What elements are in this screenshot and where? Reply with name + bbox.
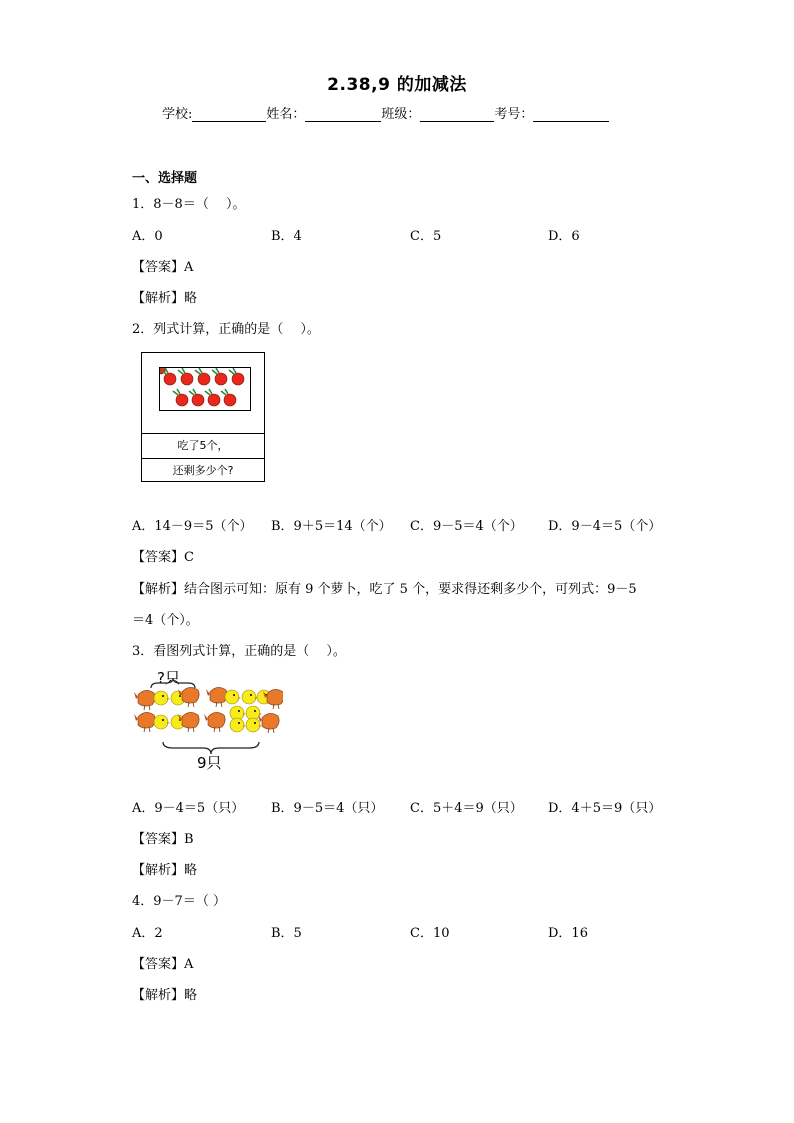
question-3-stem: 3．看图列式计算，正确的是（ ）。: [132, 644, 346, 659]
option-a[interactable]: A．2: [132, 926, 163, 941]
student-info-line: [162, 103, 609, 122]
option-d[interactable]: D．9－4＝5（个）: [548, 519, 662, 534]
radish-figure: [141, 352, 265, 482]
radish-box: [159, 367, 251, 411]
question-2-answer: 【答案】C: [132, 550, 194, 565]
question-4-answer: 【答案】A: [132, 957, 194, 972]
question-1-stem: 1．8－8＝（ ）。: [132, 197, 246, 212]
option-c[interactable]: C．10: [410, 926, 450, 941]
class-blank[interactable]: [420, 107, 494, 122]
question-1-analysis: 【解析】略: [132, 291, 198, 306]
option-d[interactable]: D．4＋5＝9（只）: [548, 801, 662, 816]
option-b[interactable]: B．9＋5＝14（个）: [271, 519, 392, 534]
question-4-analysis: 【解析】略: [132, 988, 198, 1003]
option-d[interactable]: D．16: [548, 926, 588, 941]
option-b[interactable]: B．4: [271, 229, 302, 244]
chicks-figure: [133, 666, 283, 774]
total-count-label: 9只: [197, 754, 222, 772]
question-3-analysis: 【解析】略: [132, 863, 198, 878]
figure-caption-question: 还剩多少个?: [172, 464, 234, 477]
class-label: 班级：: [381, 107, 421, 122]
question-2-analysis-line-2: ＝4（个）。: [132, 613, 199, 628]
question-2-stem: 2．列式计算，正确的是（ ）。: [132, 322, 320, 337]
option-a[interactable]: A．14－9＝5（个）: [132, 519, 253, 534]
option-a[interactable]: A．0: [132, 229, 163, 244]
exam-number-blank[interactable]: [533, 107, 609, 122]
radish-icon: [160, 368, 250, 410]
school-label: 学校:: [162, 107, 193, 122]
school-blank[interactable]: [192, 107, 266, 122]
option-a[interactable]: A．9－4＝5（只）: [132, 801, 245, 816]
page-title: 2.38,9 的加减法: [327, 75, 467, 95]
option-b[interactable]: B．5: [271, 926, 302, 941]
figure-caption-eaten: 吃了5个，: [177, 439, 229, 452]
name-blank[interactable]: [305, 107, 381, 122]
question-3-answer: 【答案】B: [132, 832, 194, 847]
unknown-count-label: ?只: [157, 669, 180, 687]
name-label: 姓名：: [266, 107, 306, 122]
question-2-analysis-line-1: 【解析】结合图示可知：原有 9 个萝卜，吃了 5 个，要求得还剩多少个，可列式：9－5: [132, 582, 637, 597]
exam-number-label: 考号：: [494, 107, 534, 122]
option-b[interactable]: B．9－5＝4（只）: [271, 801, 384, 816]
section-title: 一、选择题: [132, 171, 198, 186]
option-d[interactable]: D．6: [548, 229, 580, 244]
question-4-stem: 4．9－7＝（ ）: [132, 894, 226, 909]
option-c[interactable]: C．5: [410, 229, 442, 244]
question-1-answer: 【答案】A: [132, 260, 194, 275]
option-c[interactable]: C．9－5＝4（个）: [410, 519, 523, 534]
option-c[interactable]: C．5＋4＝9（只）: [410, 801, 523, 816]
